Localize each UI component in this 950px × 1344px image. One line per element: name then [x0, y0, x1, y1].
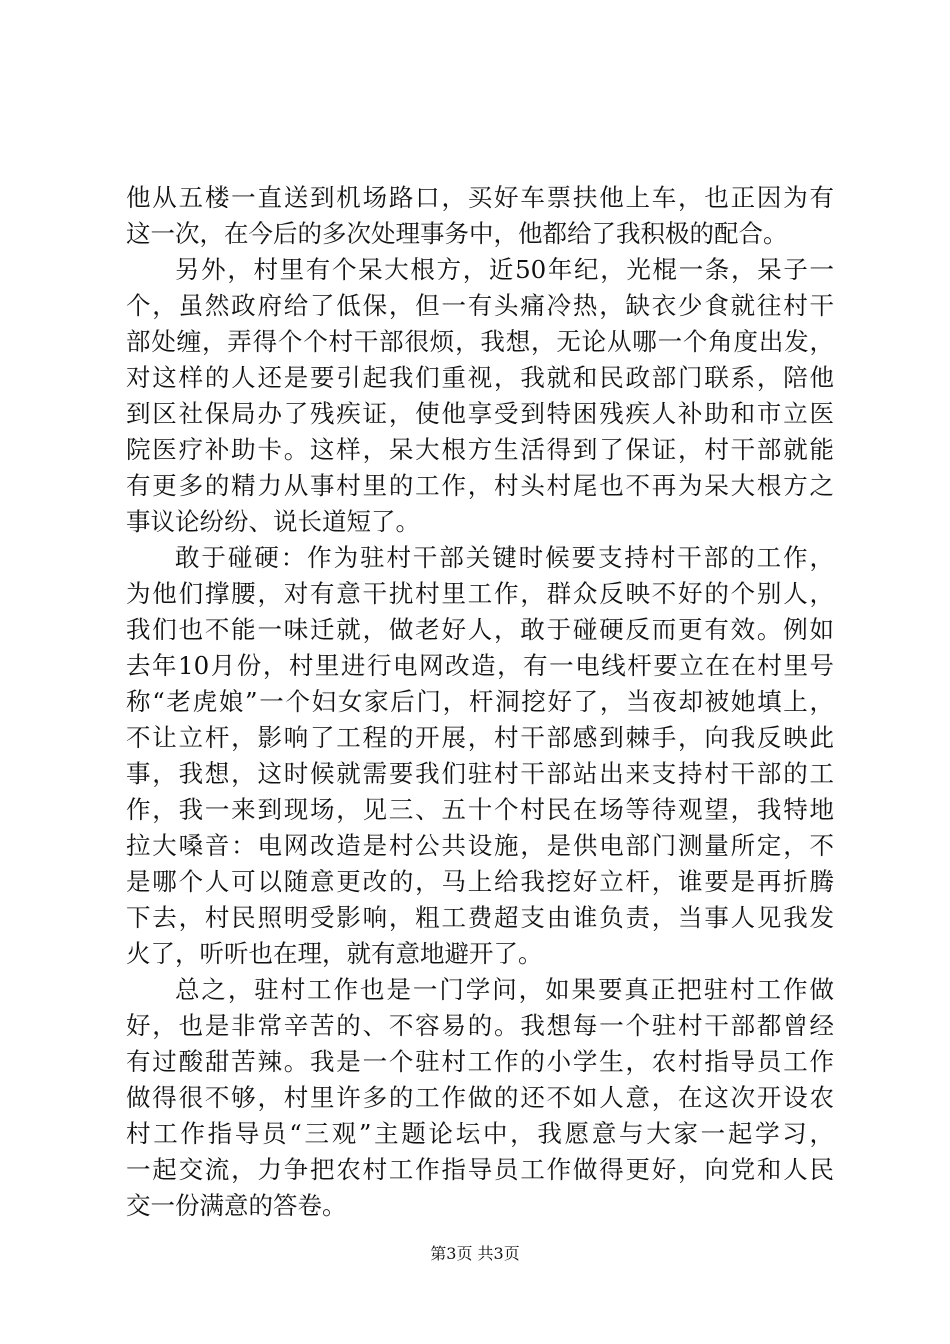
paragraph-start-line: 另外，村里有个呆大根方，近50年纪，光棍一条，呆子一	[175, 255, 834, 284]
body-text-line: 交一份满意的答卷。	[126, 1191, 347, 1220]
body-text-line: 事议论纷纷、说长道短了。	[126, 507, 420, 536]
body-text-line: 有更多的精力从事村里的工作，村头村尾也不再为呆大根方之	[126, 471, 834, 500]
body-text-line: 这一次，在今后的多次处理事务中，他都给了我积极的配合。	[126, 219, 788, 248]
body-text-line: 一起交流，力争把农村工作指导员工作做得更好，向党和人民	[126, 1155, 834, 1184]
body-text-line: 我们也不能一味迁就，做老好人，敢于碰硬反而更有效。例如	[126, 615, 834, 644]
body-text-line: 部处缠，弄得个个村干部很烦，我想，无论从哪一个角度出发，	[126, 327, 834, 356]
body-text-line: 好，也是非常辛苦的、不容易的。我想每一个驻村干部都曾经	[126, 1011, 834, 1040]
body-text-line: 称“老虎娘”一个妇女家后门，杆洞挖好了，当夜却被她填上，	[126, 687, 834, 716]
body-text-line: 火了，听听也在理，就有意地避开了。	[126, 939, 543, 968]
body-text-line: 下去，村民照明受影响，粗工费超支由谁负责，当事人见我发	[126, 903, 834, 932]
body-text-line: 拉大嗓音：电网改造是村公共设施，是供电部门测量所定，不	[126, 831, 834, 860]
body-text-line: 村工作指导员“三观”主题论坛中，我愿意与大家一起学习，	[126, 1119, 834, 1148]
body-text-line: 院医疗补助卡。这样，呆大根方生活得到了保证，村干部就能	[126, 435, 834, 464]
body-text-line: 他从五楼一直送到机场路口，买好车票扶他上车，也正因为有	[126, 183, 834, 212]
body-text-line: 个，虽然政府给了低保，但一有头痛冷热，缺衣少食就往村干	[126, 291, 834, 320]
body-text-line: 有过酸甜苦辣。我是一个驻村工作的小学生，农村指导员工作	[126, 1047, 834, 1076]
paragraph-start-line: 总之，驻村工作也是一门学问，如果要真正把驻村工作做	[175, 975, 834, 1004]
body-text-line: 事，我想，这时候就需要我们驻村干部站出来支持村干部的工	[126, 759, 834, 788]
body-text-line: 不让立杆，影响了工程的开展，村干部感到棘手，向我反映此	[126, 723, 834, 752]
body-text-line: 是哪个人可以随意更改的，马上给我挖好立杆，谁要是再折腾	[126, 867, 834, 896]
body-text-line: 对这样的人还是要引起我们重视，我就和民政部门联系，陪他	[126, 363, 834, 392]
body-text-line: 做得很不够，村里许多的工作做的还不如人意，在这次开设农	[126, 1083, 834, 1112]
body-text-line: 为他们撑腰，对有意干扰村里工作，群众反映不好的个别人，	[126, 579, 834, 608]
body-text-line: 到区社保局办了残疾证，使他享受到特困残疾人补助和市立医	[126, 399, 834, 428]
body-text-line: 作，我一来到现场，见三、五十个村民在场等待观望，我特地	[126, 795, 834, 824]
body-text-line: 去年10月份，村里进行电网改造，有一电线杆要立在在村里号	[126, 651, 834, 680]
paragraph-start-line: 敢于碰硬：作为驻村干部关键时候要支持村干部的工作，	[175, 543, 834, 572]
page-number-footer: 第3页 共3页	[430, 1244, 520, 1263]
